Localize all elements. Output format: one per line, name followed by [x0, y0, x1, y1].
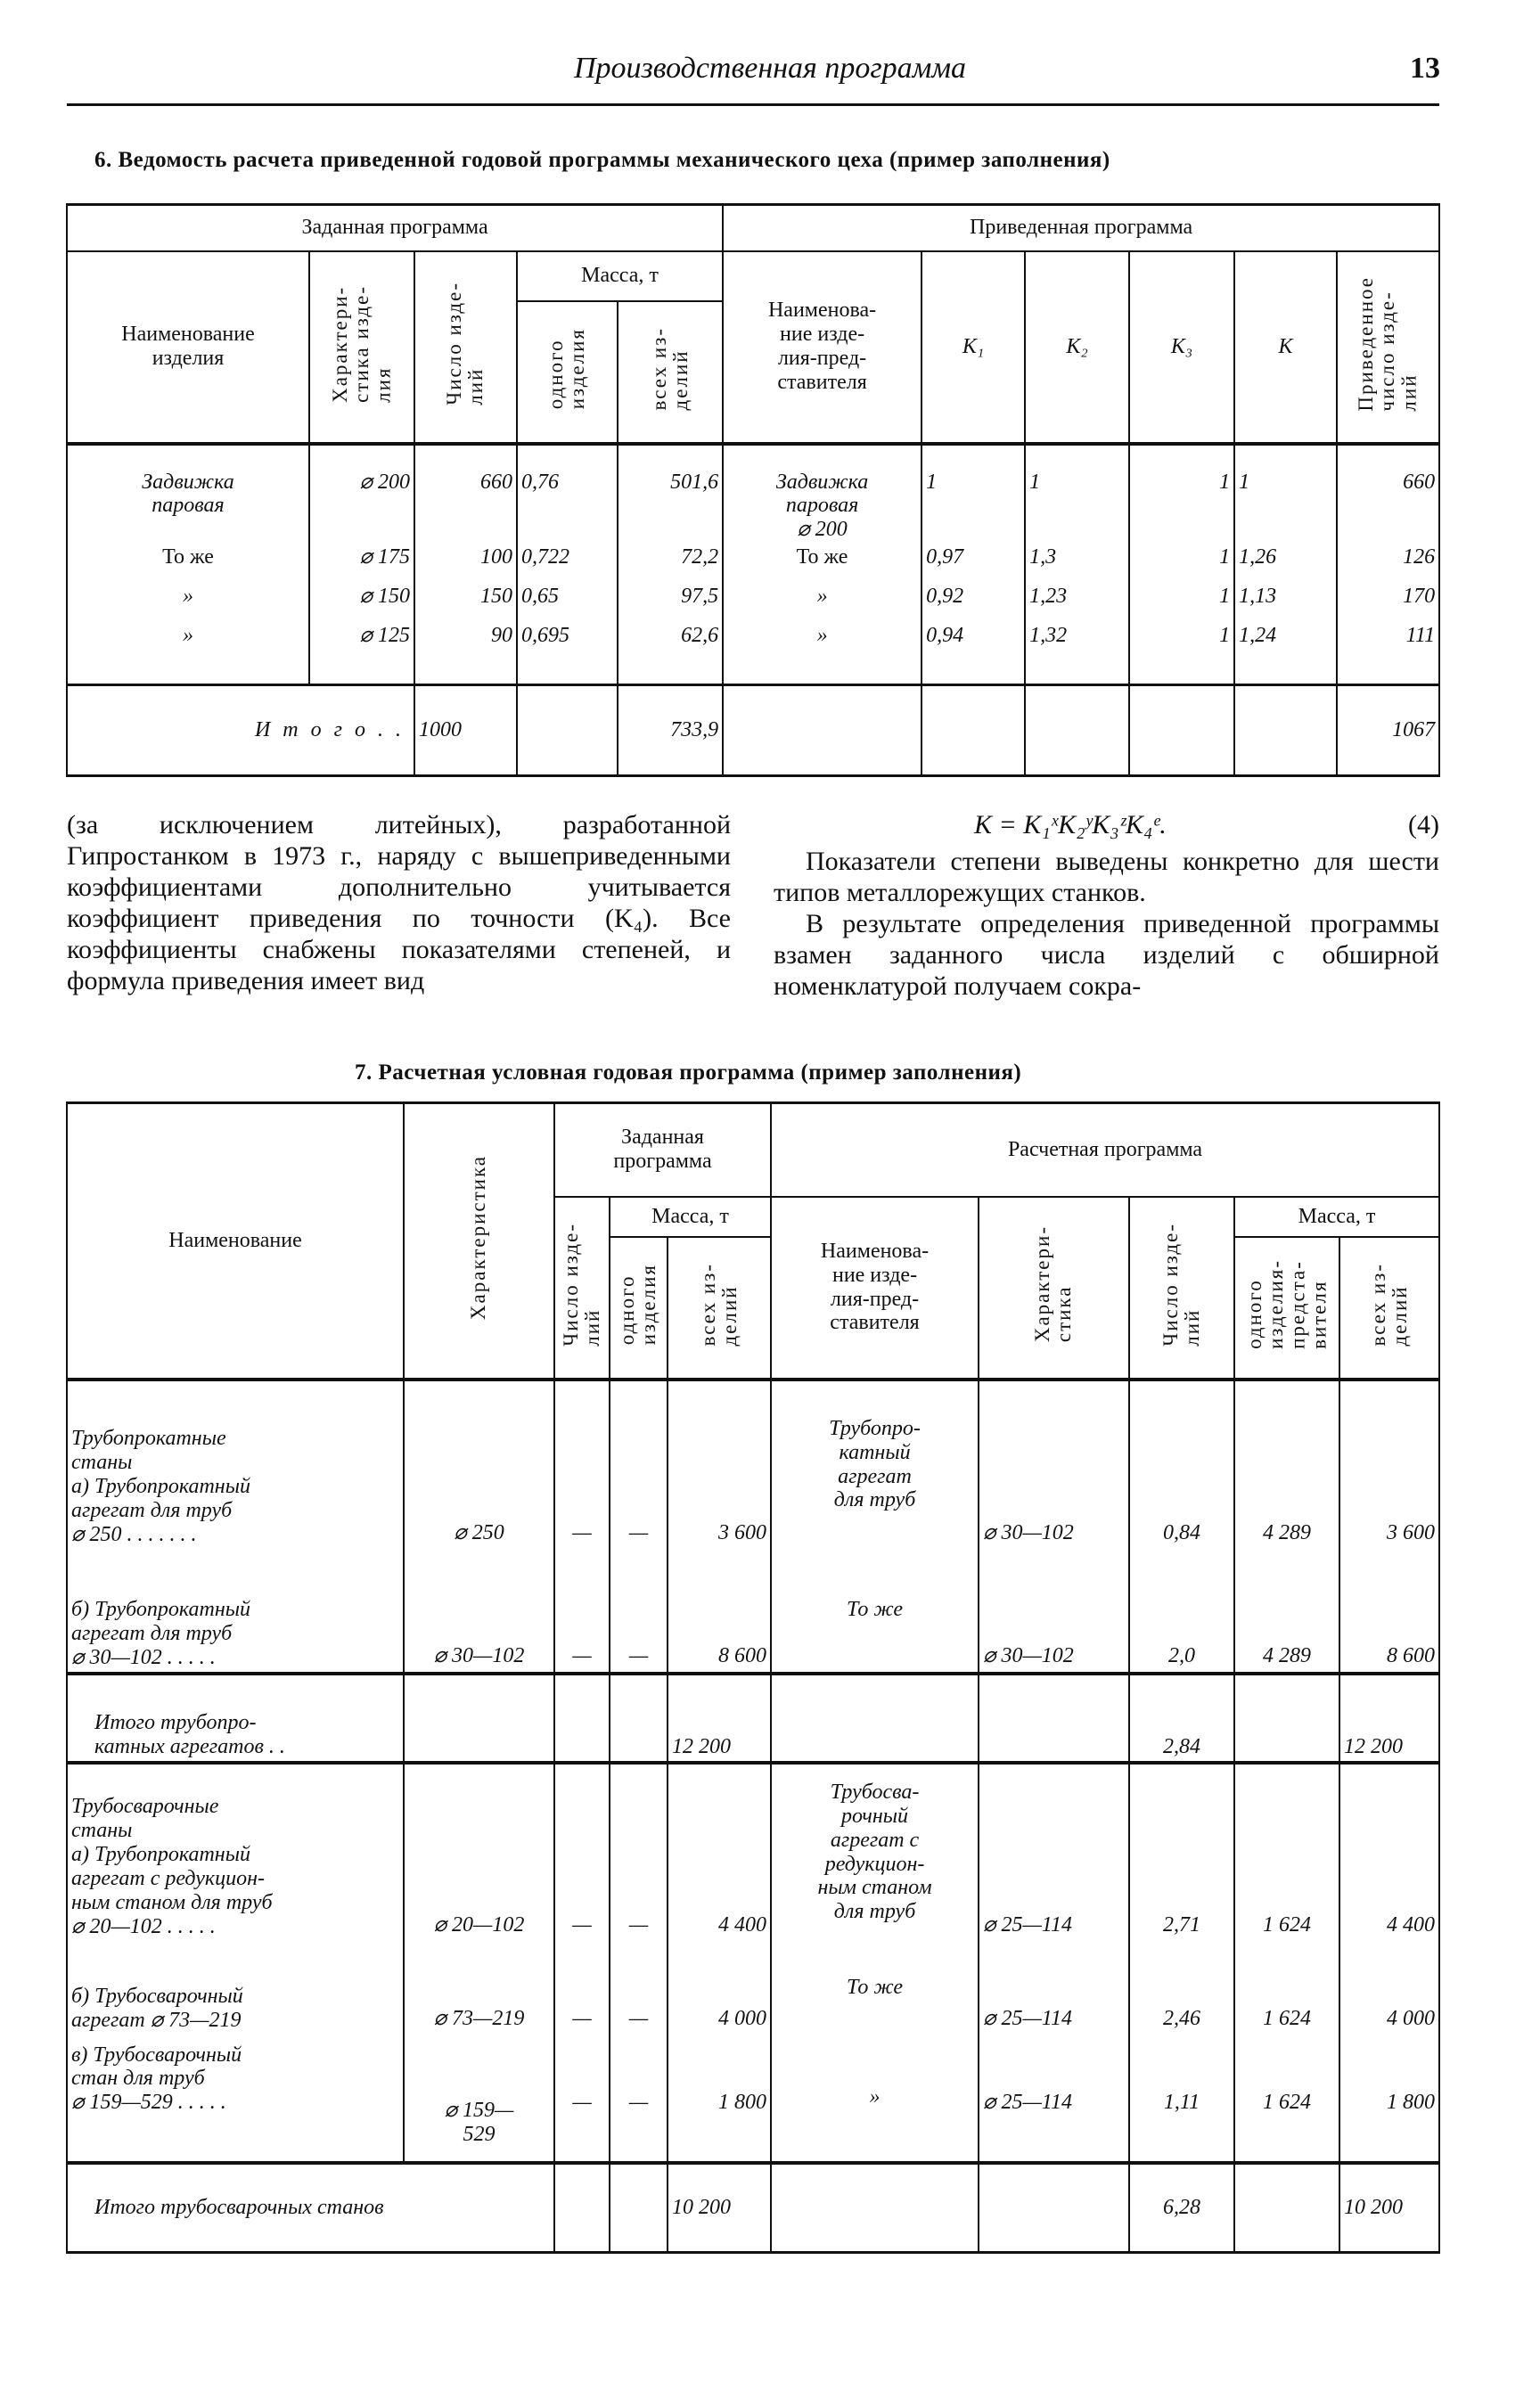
empty-cell — [610, 1674, 668, 1763]
cell-characteristic: ⌀ 159— 529 — [404, 2035, 554, 2164]
cell-representative-name: » — [771, 2035, 979, 2164]
total-mass-all: 12 200 — [668, 1674, 771, 1763]
table-6 — [66, 203, 1440, 777]
cell-rep-count: 2,0 — [1129, 1549, 1234, 1674]
cell-mass-one: — — [610, 1763, 668, 1941]
paragraph: В результате определения приведенной программы взамен заданного числа изделий с обширной номенклатурой получаем сокра- — [774, 909, 1439, 1001]
header-rep-mass-one — [1234, 1237, 1339, 1380]
cell-representative-name: » — [723, 622, 922, 684]
cell-reduced-count: 660 — [1337, 444, 1439, 545]
cell-mass-all: 1 800 — [668, 2035, 771, 2164]
cell-k: 1,24 — [1234, 622, 1337, 684]
cell-mass-one: — — [610, 1380, 668, 1549]
cell-mass-all: 8 600 — [668, 1549, 771, 1674]
total-reduced-count: 1067 — [1337, 684, 1439, 775]
cell-rep-characteristic: ⌀ 25—114 — [979, 1763, 1129, 1941]
cell-mass-one: 0,76 — [517, 444, 618, 545]
empty-cell — [517, 684, 618, 775]
cell-representative-name: То же — [771, 1549, 979, 1674]
total-row — [67, 684, 1439, 775]
cell-rep-mass-one: 4 289 — [1234, 1549, 1339, 1674]
cell-k: 1,26 — [1234, 544, 1337, 583]
header-count-text: Число изде- лий — [559, 1222, 603, 1347]
cell-mass-all: 4 400 — [668, 1763, 771, 1941]
table-row — [67, 622, 1439, 684]
cell-name: Трубосварочные станы а) Трубопрокатный агрегат с редукцион- ным станом для труб ⌀ 20—102 . . . . . — [67, 1763, 404, 1941]
cell-rep-mass-all: 1 800 — [1339, 2035, 1439, 2164]
empty-cell — [404, 1674, 554, 1763]
empty-cell — [1234, 2163, 1339, 2252]
formula-row — [774, 809, 1439, 840]
table-row — [67, 444, 1439, 545]
cell-k: 1 — [1234, 444, 1337, 545]
cell-k2: 1 — [1025, 444, 1129, 545]
header-characteristic-text: Характери- стика изде- лия — [328, 284, 395, 403]
cell-k3: 1 — [1129, 444, 1234, 545]
cell-name: Трубопрокатные станы а) Трубопрокатный агрегат для труб ⌀ 250 . . . . . . . — [67, 1380, 404, 1549]
header-rep-count — [1129, 1197, 1234, 1380]
cell-rep-mass-all: 4 400 — [1339, 1763, 1439, 1941]
group-total-row — [67, 2163, 1439, 2252]
empty-cell — [771, 1674, 979, 1763]
cell-mass-all: 4 000 — [668, 1941, 771, 2035]
cell-k2: 1,23 — [1025, 583, 1129, 622]
table-row — [67, 1380, 1439, 1549]
empty-cell — [1234, 1674, 1339, 1763]
cell-representative-name: Трубопро- катный агрегат для труб — [771, 1380, 979, 1549]
cell-reduced-count: 111 — [1337, 622, 1439, 684]
cell-k1: 1 — [922, 444, 1025, 545]
cell-reduced-count: 126 — [1337, 544, 1439, 583]
empty-cell — [922, 684, 1025, 775]
header-mass: Масса, т — [517, 251, 723, 301]
cell-characteristic: ⌀ 30—102 — [404, 1549, 554, 1674]
cell-name: б) Трубопрокатный агрегат для труб ⌀ 30—102 . . . . . — [67, 1549, 404, 1674]
cell-mass-all: 97,5 — [618, 583, 723, 622]
paragraph: Показатели степени выведены конкретно для шести типов металлорежущих станков. — [774, 847, 1439, 907]
cell-rep-characteristic: ⌀ 30—102 — [979, 1380, 1129, 1549]
table-row — [67, 544, 1439, 583]
cell-characteristic: ⌀ 200 — [309, 444, 414, 545]
total-mass-all: 733,9 — [618, 684, 723, 775]
header-mass-all — [618, 301, 723, 444]
cell-count: 100 — [414, 544, 517, 583]
empty-cell — [1234, 684, 1337, 775]
empty-cell — [1129, 684, 1234, 775]
cell-mass-one: 0,722 — [517, 544, 618, 583]
header-reduced-count — [1337, 251, 1439, 444]
empty-cell — [979, 2163, 1129, 2252]
header-reduced-program: Приведенная программа — [723, 205, 1439, 251]
cell-k1: 0,97 — [922, 544, 1025, 583]
cell-item-name: » — [67, 583, 309, 622]
header-rep-count-text: Число изде- лий — [1159, 1222, 1204, 1347]
header-given-program: Заданная программа — [554, 1103, 771, 1197]
total-label: Итого трубопро- катных агрегатов . . — [67, 1674, 404, 1763]
empty-cell — [610, 2163, 668, 2252]
header-reduced-count-text: Приведенное число изде- лий — [1355, 275, 1421, 412]
cell-representative-name: » — [723, 583, 922, 622]
cell-item-name: Задвижка паровая — [67, 444, 309, 545]
empty-cell — [554, 2163, 610, 2252]
cell-representative-name: Задвижка паровая ⌀ 200 — [723, 444, 922, 545]
cell-rep-mass-one: 1 624 — [1234, 1941, 1339, 2035]
cell-rep-mass-all: 3 600 — [1339, 1380, 1439, 1549]
cell-mass-all: 72,2 — [618, 544, 723, 583]
table-7-caption: 7. Расчетная условная годовая программа (пример заполнения) — [355, 1060, 1022, 1085]
header-rep-characteristic-text: Характери- стика — [1031, 1225, 1076, 1343]
cell-rep-characteristic: ⌀ 30—102 — [979, 1549, 1129, 1674]
header-mass-one — [517, 301, 618, 444]
total-count: 1000 — [414, 684, 517, 775]
header-mass-all-text: всех из- делий — [696, 1262, 741, 1347]
table-row — [67, 1763, 1439, 1941]
header-name: Наименование — [67, 1103, 404, 1380]
cell-k3: 1 — [1129, 583, 1234, 622]
header-representative-name: Наименова- ние изде- лия-пред- ставителя — [771, 1197, 979, 1380]
cell-rep-count: 2,46 — [1129, 1941, 1234, 2035]
cell-representative-name: То же — [771, 1941, 979, 2035]
cell-rep-mass-one: 1 624 — [1234, 2035, 1339, 2164]
formula-number: (4) — [1408, 810, 1439, 839]
header-representative-name: Наименова- ние изде- лия-пред- ставителя — [723, 251, 922, 444]
running-title: Производственная программа — [573, 52, 967, 85]
cell-count: — — [554, 1763, 610, 1941]
cell-rep-characteristic: ⌀ 25—114 — [979, 2035, 1129, 2164]
cell-mass-one: — — [610, 2035, 668, 2164]
cell-count: — — [554, 2035, 610, 2164]
cell-representative-name: То же — [723, 544, 922, 583]
cell-k2: 1,3 — [1025, 544, 1129, 583]
header-mass-one-text: одного изделия — [545, 327, 589, 410]
header-characteristic — [309, 251, 414, 444]
header-rule — [67, 103, 1439, 106]
cell-rep-characteristic: ⌀ 25—114 — [979, 1941, 1129, 2035]
cell-count: — — [554, 1941, 610, 2035]
header-mass-one-text: одного изделия — [616, 1263, 660, 1346]
header-characteristic — [404, 1103, 554, 1380]
cell-characteristic: ⌀ 150 — [309, 583, 414, 622]
header-rep-mass: Масса, т — [1234, 1197, 1439, 1237]
text-column-right — [774, 809, 1439, 1002]
cell-rep-mass-all: 8 600 — [1339, 1549, 1439, 1674]
cell-rep-mass-one: 4 289 — [1234, 1380, 1339, 1549]
cell-rep-count: 0,84 — [1129, 1380, 1234, 1549]
cell-characteristic: ⌀ 73—219 — [404, 1941, 554, 2035]
header-characteristic-text: Характеристика — [467, 1155, 490, 1321]
cell-characteristic: ⌀ 175 — [309, 544, 414, 583]
total-label: Итого трубосварочных станов — [67, 2163, 554, 2252]
cell-k: 1,13 — [1234, 583, 1337, 622]
cell-characteristic: ⌀ 125 — [309, 622, 414, 684]
group-total-row — [67, 1674, 1439, 1763]
empty-cell — [723, 684, 922, 775]
cell-mass-one: — — [610, 1549, 668, 1674]
cell-characteristic: ⌀ 250 — [404, 1380, 554, 1549]
cell-mass-one: 0,695 — [517, 622, 618, 684]
header-rep-mass-one-text: одного изделия- предста- вителя — [1242, 1259, 1331, 1350]
paragraph: (за исключением литейных), разработанной Гипростанком в 1973 г., наряду с вышеприведенными коэффициентами дополнительно учитывается коэффициент приведения по точности (K₄). Все коэффициенты снабжены показателями степеней, и формула приведения имеет вид — [67, 810, 731, 995]
header-calc-program: Расчетная программа — [771, 1103, 1439, 1197]
empty-cell — [771, 2163, 979, 2252]
cell-name: б) Трубосварочный агрегат ⌀ 73—219 — [67, 1941, 404, 2035]
header-count-text: Число изде- лий — [443, 282, 487, 405]
header-k2: K₂ — [1025, 251, 1129, 444]
cell-k2: 1,32 — [1025, 622, 1129, 684]
cell-item-name: То же — [67, 544, 309, 583]
total-mass-all: 10 200 — [668, 2163, 771, 2252]
empty-cell — [1025, 684, 1129, 775]
cell-k1: 0,94 — [922, 622, 1025, 684]
cell-name: в) Трубосварочный стан для труб ⌀ 159—529 . . . . . — [67, 2035, 404, 2164]
cell-mass-one: 0,65 — [517, 583, 618, 622]
header-rep-mass-all — [1339, 1237, 1439, 1380]
header-given-program: Заданная программа — [67, 205, 723, 251]
text-column-left — [67, 809, 731, 996]
cell-k3: 1 — [1129, 622, 1234, 684]
total-label: И т о г о . . — [67, 684, 414, 775]
cell-rep-count: 2,71 — [1129, 1763, 1234, 1941]
cell-count: 150 — [414, 583, 517, 622]
cell-k3: 1 — [1129, 544, 1234, 583]
header-mass-one — [610, 1237, 668, 1380]
empty-cell — [979, 1674, 1129, 1763]
header-mass-all — [668, 1237, 771, 1380]
cell-rep-count: 1,11 — [1129, 2035, 1234, 2164]
header-mass-all-text: всех из- делий — [647, 326, 692, 411]
cell-mass-all: 501,6 — [618, 444, 723, 545]
header-rep-characteristic — [979, 1197, 1129, 1380]
cell-rep-mass-one: 1 624 — [1234, 1763, 1339, 1941]
header-k1: K₁ — [922, 251, 1025, 444]
cell-count: — — [554, 1549, 610, 1674]
header-count — [554, 1197, 610, 1380]
cell-mass-one: — — [610, 1941, 668, 2035]
cell-mass-all: 3 600 — [668, 1380, 771, 1549]
table-6-caption: 6. Ведомость расчета приведенной годовой программы механического цеха (пример заполнения) — [94, 148, 1110, 172]
cell-count: — — [554, 1380, 610, 1549]
cell-mass-all: 62,6 — [618, 622, 723, 684]
cell-k1: 0,92 — [922, 583, 1025, 622]
cell-count: 660 — [414, 444, 517, 545]
cell-representative-name: Трубосва- рочный агрегат с редукцион- ным станом для труб — [771, 1763, 979, 1941]
cell-rep-mass-all: 4 000 — [1339, 1941, 1439, 2035]
cell-characteristic: ⌀ 20—102 — [404, 1763, 554, 1941]
header-count — [414, 251, 517, 444]
header-item-name: Наименование изделия — [67, 251, 309, 444]
header-rep-mass-all-text: всех из- делий — [1366, 1262, 1412, 1347]
table-7 — [66, 1101, 1440, 2254]
table-row — [67, 2035, 1439, 2164]
page-number: 13 — [1410, 52, 1440, 85]
header-k: K — [1234, 251, 1337, 444]
table-row — [67, 1549, 1439, 1674]
table-row — [67, 1941, 1439, 2035]
total-rep-count: 2,84 — [1129, 1674, 1234, 1763]
cell-reduced-count: 170 — [1337, 583, 1439, 622]
formula: K = K₁ˣK₂ʸK₃ᶻK₄ᵉ. — [974, 810, 1167, 839]
empty-cell — [554, 1674, 610, 1763]
cell-item-name: » — [67, 622, 309, 684]
header-mass: Масса, т — [610, 1197, 771, 1237]
table-row — [67, 583, 1439, 622]
total-rep-mass-all: 10 200 — [1339, 2163, 1439, 2252]
total-rep-mass-all: 12 200 — [1339, 1674, 1439, 1763]
total-rep-count: 6,28 — [1129, 2163, 1234, 2252]
cell-count: 90 — [414, 622, 517, 684]
header-k3: K₃ — [1129, 251, 1234, 444]
